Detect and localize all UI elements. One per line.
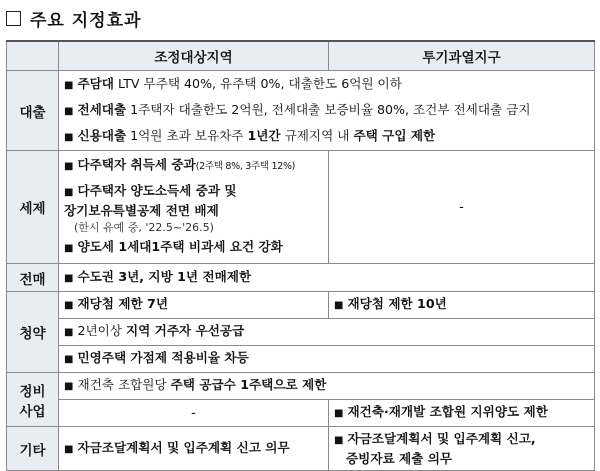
category-loan: 대출 bbox=[7, 71, 59, 151]
list-item: ■ 주담대 LTV 무주택 40%, 유주택 0%, 대출한도 6억원 이하 bbox=[64, 75, 402, 91]
maintenance-item2-col2 bbox=[329, 400, 595, 427]
list-item: ■ 재당첨 제한 7년 bbox=[64, 296, 168, 311]
list-item-continued: 장기보유특별공제 전면 배제 bbox=[64, 203, 219, 218]
section-title bbox=[6, 7, 141, 29]
designation-effects-table bbox=[6, 40, 595, 471]
checkbox-square-icon bbox=[6, 11, 21, 26]
row-maintenance-1 bbox=[7, 373, 595, 400]
tax-col2-dash: - bbox=[329, 151, 595, 264]
other-col2 bbox=[329, 427, 595, 471]
row-resale bbox=[7, 264, 595, 292]
list-item: ■ 다주택자 취득세 중과(2주택 8%, 3주택 12%) bbox=[64, 157, 296, 172]
category-other: 기타 bbox=[7, 427, 59, 471]
row-subscription-3 bbox=[7, 346, 595, 373]
header-adjustment-area: 조정대상지역 bbox=[59, 41, 329, 71]
row-subscription-2 bbox=[7, 319, 595, 346]
list-item: ■ 신용대출 1억원 초과 보유차주 1년간 규제지역 내 주택 구입 제한 bbox=[64, 127, 436, 143]
subscription-item3 bbox=[59, 346, 595, 373]
note-text: (한시 유예 중, '22.5~'26.5) bbox=[74, 221, 214, 234]
category-resale: 전매 bbox=[7, 264, 59, 292]
tax-content bbox=[59, 151, 329, 264]
category-tax: 세제 bbox=[7, 151, 59, 264]
maintenance-col1-dash: - bbox=[59, 400, 329, 427]
list-item: ■ 민영주택 가점제 적용비율 차등 bbox=[64, 350, 249, 365]
list-item: ■ 양도세 1세대1주택 비과세 요건 강화 bbox=[64, 239, 283, 254]
loan-content bbox=[59, 71, 595, 151]
maintenance-item1 bbox=[59, 373, 595, 400]
category-maintenance-line2: 사업 bbox=[19, 403, 46, 420]
row-maintenance-2 bbox=[7, 400, 595, 427]
list-item: ■ 2년이상 지역 거주자 우선공급 bbox=[64, 323, 245, 338]
subscription-item1-col2 bbox=[329, 292, 595, 319]
list-item: ■ 재건축·재개발 조합원 지위양도 제한 bbox=[334, 404, 548, 419]
list-item: ■ 수도권 3년, 지방 1년 전매제한 bbox=[64, 268, 252, 284]
list-item: ■ 전세대출 1주택자 대출한도 2억원, 전세대출 보증비율 80%, 조건부 전세대출 금지 bbox=[64, 101, 531, 117]
table-header-row bbox=[7, 41, 595, 71]
category-maintenance-line1: 정비 bbox=[19, 383, 46, 400]
row-loan bbox=[7, 71, 595, 151]
resale-content bbox=[59, 264, 595, 292]
list-item: ■ 재당첨 제한 10년 bbox=[334, 296, 447, 311]
other-col1 bbox=[59, 427, 329, 471]
header-empty bbox=[7, 41, 59, 71]
list-item: ■ 자금조달계획서 및 입주계획 신고 의무 bbox=[64, 439, 290, 455]
row-tax bbox=[7, 151, 595, 264]
row-other bbox=[7, 427, 595, 471]
subscription-item1-col1 bbox=[59, 292, 329, 319]
row-subscription-1 bbox=[7, 292, 595, 319]
list-item: ■ 자금조달계획서 및 입주계획 신고, bbox=[334, 430, 536, 446]
section-title-text: 주요 지정효과 bbox=[30, 10, 142, 31]
list-item: ■ 재건축 조합원당 주택 공급수 1주택으로 제한 bbox=[64, 377, 327, 392]
category-subscription: 청약 bbox=[7, 292, 59, 373]
header-overheated-district: 투기과열지구 bbox=[329, 41, 595, 71]
list-item: ■ 다주택자 양도소득세 중과 및 bbox=[64, 183, 237, 198]
category-maintenance bbox=[7, 373, 59, 427]
list-item-continued: 증빙자료 제출 의무 bbox=[346, 450, 453, 466]
subscription-item2 bbox=[59, 319, 595, 346]
